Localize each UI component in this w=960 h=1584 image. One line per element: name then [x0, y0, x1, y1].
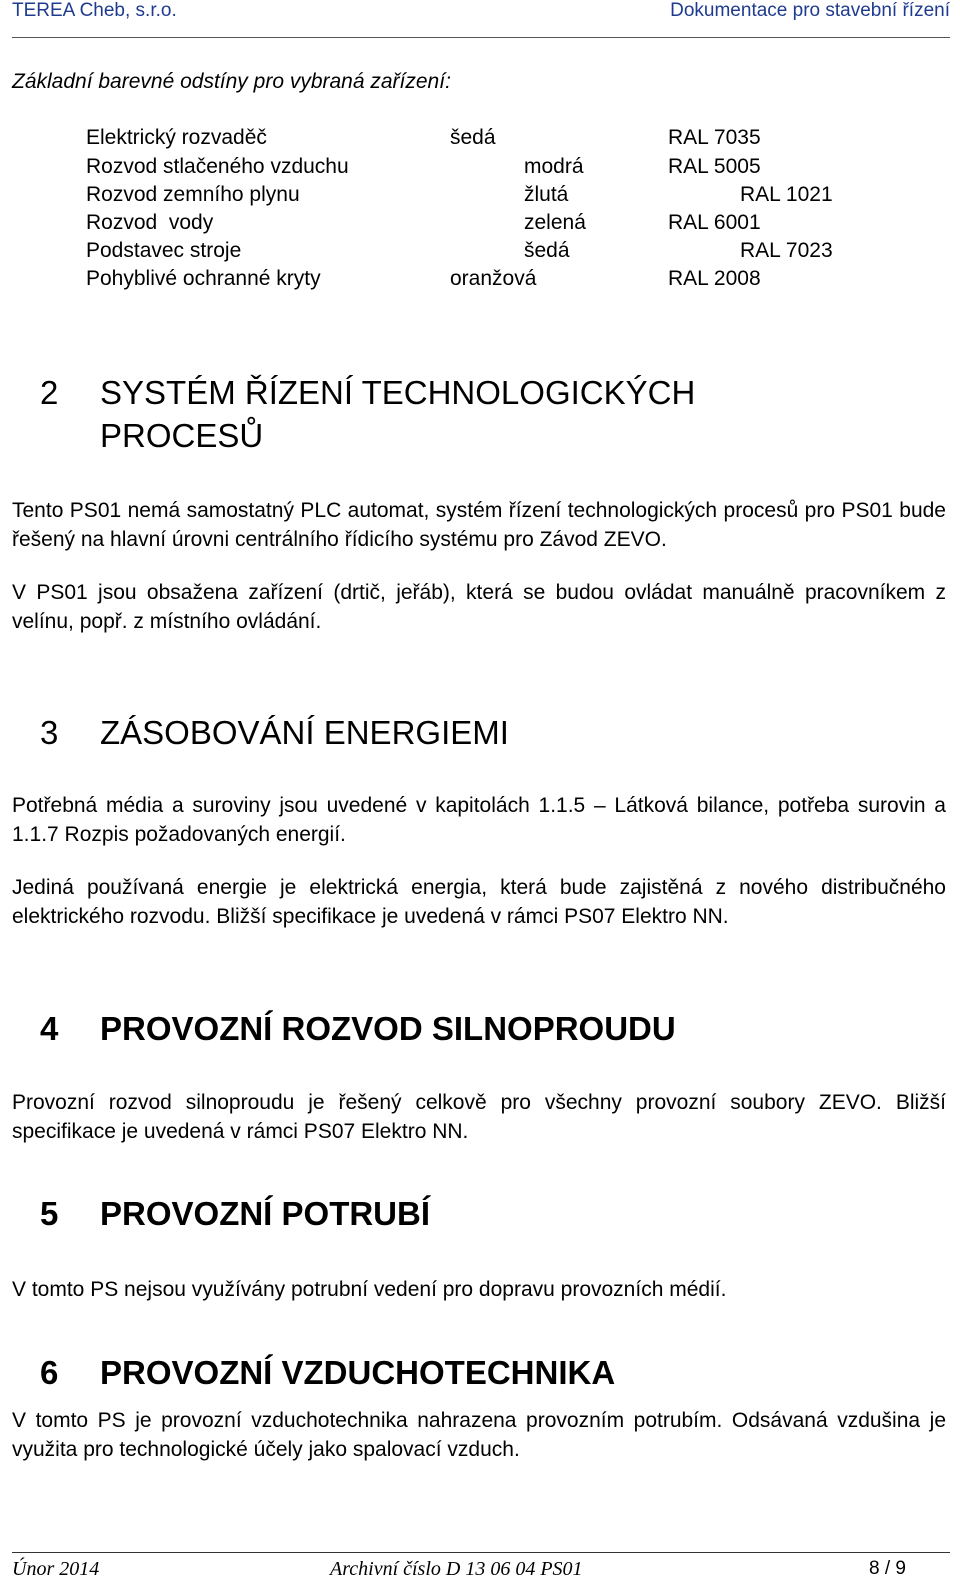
section-number: 3	[40, 714, 59, 751]
color-name: šedá	[524, 239, 570, 262]
paragraph: Jediná používaná energie je elektrická energia, která bude zajistěná z nového distribučného elektrického rozvodu. Bližší specifikace je uvedená v rámci PS07 Elektro NN.	[12, 876, 946, 928]
color-ral: RAL 2008	[668, 267, 761, 290]
color-name: zelená	[524, 211, 586, 234]
footer-divider	[12, 1552, 950, 1553]
footer-page-number: 8 / 9	[869, 1558, 906, 1579]
paragraph: Provozní rozvod silnoproudu je řešený celkově pro všechny provozní soubory ZEVO. Bližší specifikace je uvedená v rámci PS07 Elektro NN.	[12, 1091, 946, 1143]
paragraph: V tomto PS je provozní vzduchotechnika nahrazena provozním potrubím. Odsávaná vzdušina je využita pro technologické účely jako spalovací vzduch.	[12, 1409, 946, 1461]
color-item: Podstavec stroje	[86, 239, 242, 262]
color-ral: RAL 6001	[668, 211, 761, 234]
section-heading	[40, 1352, 616, 1395]
section-title: SYSTÉM ŘÍZENÍ TECHNOLOGICKÝCH PROCESŮ	[100, 374, 696, 454]
section-title: PROVOZNÍ ROZVOD SILNOPROUDU	[100, 1010, 676, 1047]
section-heading	[40, 1193, 431, 1236]
section-title: PROVOZNÍ VZDUCHOTECHNIKA	[100, 1354, 616, 1391]
paragraph: Potřebná média a suroviny jsou uvedené v kapitolách 1.1.5 – Látková bilance, potřeba surovin a 1.1.7 Rozpis požadovaných energií.	[12, 794, 946, 846]
color-intro: Základní barevné odstíny pro vybraná zařízení:	[12, 70, 451, 93]
color-item: Rozvod vody	[86, 211, 214, 234]
color-name: žlutá	[524, 183, 569, 206]
footer-archive-number: Archivní číslo D 13 06 04 PS01	[330, 1558, 583, 1580]
color-name: šedá	[450, 126, 496, 149]
header-company: TEREA Cheb, s.r.o.	[12, 0, 177, 21]
section-number: 2	[40, 374, 59, 411]
section-heading	[40, 372, 696, 454]
color-name: oranžová	[450, 267, 537, 290]
paragraph: V PS01 jsou obsažena zařízení (drtič, jeřáb), která se budou ovládat manuálně pracovníkem z velínu, popř. z místního ovládání.	[12, 581, 946, 633]
header-divider	[12, 37, 950, 38]
color-item: Rozvod zemního plynu	[86, 183, 300, 206]
paragraph: V tomto PS nejsou využívány potrubní vedení pro dopravu provozních médií.	[12, 1278, 727, 1301]
color-item: Rozvod stlačeného vzduchu	[86, 155, 349, 178]
color-ral: RAL 7035	[668, 126, 761, 149]
color-ral: RAL 5005	[668, 155, 761, 178]
section-title: PROVOZNÍ POTRUBÍ	[100, 1195, 431, 1232]
section-number: 4	[40, 1010, 59, 1047]
section-heading	[40, 712, 509, 755]
header-doc-type: Dokumentace pro stavební řízení	[670, 0, 950, 21]
color-ral: RAL 7023	[740, 239, 833, 262]
section-number: 6	[40, 1354, 59, 1391]
color-ral: RAL 1021	[740, 183, 833, 206]
color-item: Pohyblivé ochranné kryty	[86, 267, 321, 290]
section-title: ZÁSOBOVÁNÍ ENERGIEMI	[100, 714, 509, 751]
section-number: 5	[40, 1195, 59, 1232]
section-heading	[40, 1008, 676, 1051]
color-item: Elektrický rozvaděč	[86, 126, 267, 149]
color-name: modrá	[524, 155, 584, 178]
paragraph: Tento PS01 nemá samostatný PLC automat, systém řízení technologických procesů pro PS01 bude řešený na hlavní úrovni centrálního řídicího systému pro Závod ZEVO.	[12, 499, 946, 551]
footer-date: Únor 2014	[12, 1558, 100, 1580]
